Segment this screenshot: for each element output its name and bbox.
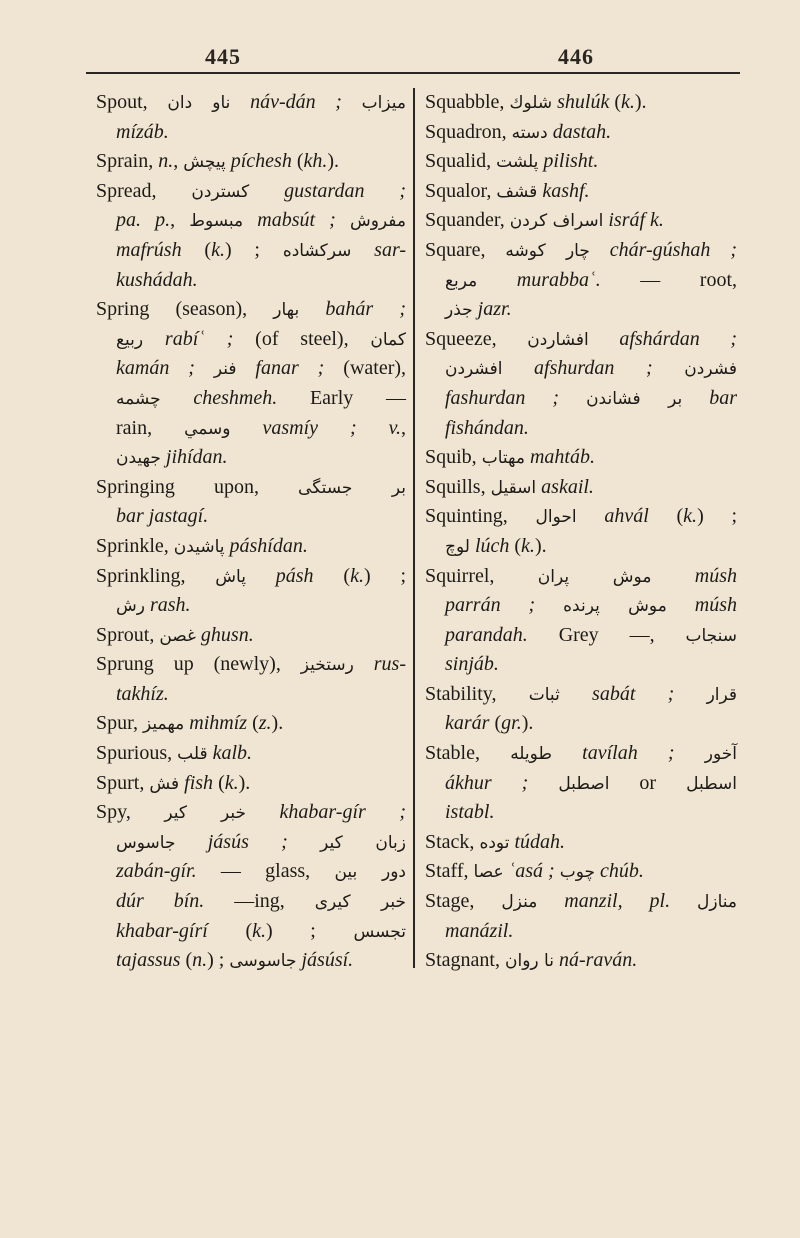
persian-text: طويله	[510, 744, 552, 765]
dictionary-entry	[96, 798, 406, 976]
persian-text: كمان	[370, 329, 406, 350]
dictionary-entry	[96, 650, 406, 709]
dictionary-entry	[425, 147, 737, 177]
dictionary-entry	[96, 621, 406, 651]
transliteration-text: náv-dán ;	[230, 91, 362, 113]
english-text: ).	[634, 91, 647, 113]
persian-text: جهيدن	[116, 448, 161, 469]
right-column	[425, 88, 737, 976]
entry-line	[425, 917, 737, 947]
persian-text: مبسوط	[189, 211, 244, 232]
transliteration-text: shulúk	[552, 91, 615, 113]
transliteration-text: kh.	[303, 150, 328, 173]
transliteration-text: pásh	[245, 564, 344, 587]
persian-text: رستخيز	[300, 655, 354, 676]
dictionary-entry	[425, 828, 737, 858]
english-text: Stage,	[425, 890, 502, 913]
persian-text: پاشيدن	[173, 536, 225, 557]
persian-text: كستردن	[191, 181, 250, 202]
dictionary-entry	[96, 562, 406, 621]
entry-line	[425, 680, 737, 710]
page-number-left: 445	[205, 44, 241, 69]
english-text: Squinting,	[425, 505, 536, 528]
persian-text: قشف	[496, 181, 538, 202]
persian-text: جذر	[445, 300, 473, 321]
entry-line	[96, 828, 406, 858]
entry-line	[425, 532, 737, 562]
dictionary-entry	[425, 562, 737, 680]
transliteration-text: ahvál	[576, 505, 677, 528]
entry-line	[96, 650, 406, 680]
persian-text: چار كوشه	[505, 240, 590, 261]
entry-line	[96, 591, 406, 621]
entry-line	[425, 414, 737, 444]
transliteration-text: ghusn.	[195, 623, 254, 646]
dictionary-entry	[425, 236, 737, 325]
english-text: (	[296, 150, 304, 173]
persian-text: قلب	[177, 744, 208, 765]
transliteration-text: kamán ;	[116, 357, 214, 380]
entry-line	[96, 295, 406, 325]
english-text: Sprout,	[96, 623, 160, 646]
entry-line	[425, 354, 737, 384]
entry-line	[96, 88, 406, 118]
persian-text: پلشت	[496, 152, 539, 173]
transliteration-text: ʿasá ;	[503, 860, 560, 883]
english-text: Stability,	[425, 682, 529, 705]
persian-text: فشردن	[684, 359, 737, 380]
entry-line	[425, 739, 737, 769]
dictionary-entry	[96, 709, 406, 739]
transliteration-text: gr.	[501, 712, 522, 735]
transliteration-text: khabar-gír ;	[245, 801, 407, 824]
transliteration-text: chúb.	[595, 860, 644, 883]
transliteration-text: tavílah ;	[551, 742, 705, 765]
entry-line	[425, 266, 737, 296]
transliteration-text: zabán-gír.	[116, 860, 221, 883]
entry-line	[96, 680, 406, 710]
persian-text: خبر كير	[164, 803, 246, 824]
entry-line	[425, 709, 737, 739]
transliteration-text: isráf k.	[603, 209, 664, 232]
entry-line	[96, 946, 406, 976]
entry-line	[96, 147, 406, 177]
entry-line	[96, 266, 406, 296]
transliteration-text: mahtáb.	[524, 446, 595, 469]
transliteration-text: jazr.	[472, 298, 512, 321]
english-text: Squib,	[425, 446, 482, 469]
english-text: Squabble,	[425, 91, 510, 113]
persian-text: اسراف كردن	[509, 211, 604, 232]
transliteration-text: afshárdan ;	[588, 327, 737, 350]
english-text: Squadron,	[425, 120, 512, 143]
transliteration-text: bar jastagí.	[116, 505, 209, 528]
entry-line	[96, 621, 406, 651]
transliteration-text: jásúsí.	[296, 949, 354, 972]
entry-line	[425, 621, 737, 651]
dictionary-entry	[96, 769, 406, 799]
persian-text: ناو دان	[167, 93, 231, 113]
transliteration-text: mihmíz	[184, 712, 253, 735]
persian-text: اسطبل	[686, 773, 737, 794]
english-text: — glass,	[220, 860, 335, 883]
entry-line	[96, 236, 406, 266]
english-text: Squalor,	[425, 179, 497, 202]
transliteration-text: k.	[211, 238, 225, 261]
english-text: (	[204, 238, 212, 261]
english-text: Grey —,	[558, 623, 686, 646]
english-text: Early —	[309, 386, 406, 409]
entry-line	[96, 177, 406, 207]
entry-line	[425, 443, 737, 473]
persian-text: ثبات	[528, 684, 560, 705]
transliteration-text: murabbaʿ.	[477, 268, 641, 291]
english-text: Staff,	[425, 860, 474, 883]
dictionary-entry	[96, 88, 406, 147]
english-text: Spurt,	[96, 771, 150, 794]
transliteration-text: sar-	[351, 238, 407, 261]
english-text: Sprung up (newly),	[96, 653, 301, 676]
dictionary-entry	[425, 325, 737, 443]
english-text: (	[494, 712, 502, 735]
dictionary-entry	[425, 680, 737, 739]
transliteration-text: bahár ;	[299, 298, 406, 321]
persian-text: موش پرنده	[563, 596, 667, 617]
transliteration-text: jásús ;	[175, 830, 321, 853]
entry-line	[425, 325, 737, 355]
entry-line	[425, 798, 737, 828]
entry-line	[425, 887, 737, 917]
persian-text: بر جستگی	[298, 477, 406, 498]
entry-line	[96, 887, 406, 917]
persian-text: منزل	[501, 892, 538, 913]
english-text: (of steel),	[255, 327, 371, 350]
entry-line	[96, 857, 406, 887]
transliteration-text: cheshmeh.	[160, 386, 310, 409]
persian-text: بهار	[273, 300, 300, 321]
dictionary-entry	[96, 532, 406, 562]
dictionary-entry	[96, 177, 406, 295]
english-text: Stagnant,	[425, 949, 505, 972]
persian-text: افشردن	[445, 359, 503, 380]
transliteration-text: vasmíy ; v.	[230, 416, 401, 439]
persian-text: عصا	[473, 862, 504, 883]
transliteration-text: rabíʿ ;	[143, 327, 256, 350]
entry-line	[96, 354, 406, 384]
transliteration-text: fanar ;	[236, 357, 344, 380]
english-text: Squirrel,	[425, 564, 538, 587]
entry-line	[96, 443, 406, 473]
english-text: (	[218, 771, 225, 794]
persian-text: لوچ	[445, 536, 470, 557]
english-text: — root,	[640, 268, 738, 291]
transliteration-text: fishándan.	[445, 416, 529, 439]
persian-text: چشمه	[116, 388, 161, 409]
english-text: Spy,	[96, 801, 165, 824]
entry-line	[96, 384, 406, 414]
persian-text: جاسوس	[116, 832, 176, 853]
persian-text: شلوك	[509, 93, 553, 113]
english-text: Square,	[425, 238, 506, 261]
dictionary-entry	[425, 206, 737, 236]
transliteration-text: k.	[621, 91, 635, 113]
english-text: Spurious,	[96, 742, 178, 765]
persian-text: فش	[149, 773, 180, 794]
transliteration-text: chár-gúshah ;	[589, 238, 737, 261]
persian-text: زبان كير	[320, 832, 406, 853]
english-text: ,	[401, 416, 406, 439]
transliteration-text: mízáb.	[116, 120, 169, 143]
transliteration-text: rash.	[144, 594, 191, 617]
entry-line	[425, 473, 737, 503]
dictionary-entry	[96, 473, 406, 532]
transliteration-text: pilisht.	[538, 150, 599, 173]
dictionary-entry	[96, 147, 406, 177]
persian-text: دسته	[511, 122, 548, 143]
transliteration-text: istabl.	[445, 801, 495, 824]
transliteration-text: bar	[682, 386, 737, 409]
entry-line	[425, 828, 737, 858]
transliteration-text: mafrúsh	[116, 238, 205, 261]
transliteration-text: dastah.	[547, 120, 612, 143]
persian-text: توده	[479, 832, 510, 853]
transliteration-text: pa. p.	[116, 209, 171, 232]
persian-text: مربع	[445, 270, 478, 291]
entry-line	[425, 857, 737, 887]
english-text: —ing,	[234, 890, 315, 913]
dictionary-entry	[425, 443, 737, 473]
entry-line	[96, 739, 406, 769]
english-text: (	[514, 534, 522, 557]
entry-line	[425, 147, 737, 177]
entry-line	[425, 118, 737, 148]
entry-line	[96, 562, 406, 592]
english-text: (water),	[343, 357, 407, 380]
english-text: rain,	[116, 416, 185, 439]
entry-line	[96, 325, 406, 355]
persian-text: تجسس	[353, 921, 406, 942]
persian-text: سركشاده	[282, 240, 352, 261]
transliteration-text: jihídan.	[160, 446, 228, 469]
persian-text: فنر	[213, 359, 237, 380]
entry-line	[425, 384, 737, 414]
entry-line	[96, 798, 406, 828]
transliteration-text: z.	[258, 712, 272, 735]
persian-text: منازل	[697, 892, 737, 913]
entry-line	[96, 709, 406, 739]
transliteration-text: takhíz.	[116, 682, 169, 705]
english-text: ) ;	[363, 564, 406, 587]
entry-line	[96, 414, 406, 444]
dictionary-entry	[425, 887, 737, 946]
persian-text: مفروش	[349, 211, 407, 232]
persian-text: سنجاب	[685, 625, 737, 646]
transliteration-text: lúch	[469, 534, 515, 557]
dictionary-entry	[425, 88, 737, 118]
transliteration-text: k.	[252, 919, 266, 942]
persian-text: دور بين	[334, 862, 406, 883]
dictionary-entry	[425, 177, 737, 207]
persian-text: ميزاب	[361, 93, 406, 113]
transliteration-text: tajassus	[116, 949, 186, 972]
english-text: (	[245, 919, 253, 942]
page-number-right: 446	[558, 44, 594, 69]
persian-text: جاسوسى	[229, 951, 297, 972]
persian-text: مهتاب	[481, 448, 525, 469]
persian-text: وسمي	[184, 418, 231, 439]
transliteration-text: dúr bín.	[116, 890, 235, 913]
transliteration-text: túdah.	[509, 830, 565, 853]
transliteration-text: k.	[521, 534, 535, 557]
english-text: Squalid,	[425, 150, 497, 173]
transliteration-text: karár	[445, 712, 495, 735]
persian-text: ربيع	[116, 329, 144, 350]
entry-line	[96, 502, 406, 532]
english-text: Spout,	[96, 91, 168, 113]
transliteration-text: afshurdan ;	[502, 357, 685, 380]
english-text: Squander,	[425, 209, 510, 232]
header-rule	[86, 72, 740, 74]
dictionary-entry	[425, 502, 737, 561]
transliteration-text: píchesh	[225, 150, 297, 173]
persian-text: رش	[116, 596, 145, 617]
english-text: ).	[534, 534, 547, 557]
dictionary-entry	[425, 473, 737, 503]
transliteration-text: k.	[683, 505, 698, 528]
dictionary-entry	[425, 739, 737, 828]
english-text: Springing upon,	[96, 475, 299, 498]
transliteration-text: kushádah.	[116, 268, 198, 291]
transliteration-text: mabsút ;	[243, 209, 350, 232]
entry-line	[96, 532, 406, 562]
entry-line	[96, 769, 406, 799]
transliteration-text: k.	[350, 564, 364, 587]
english-text: (	[252, 712, 259, 735]
transliteration-text: páshídan.	[224, 534, 308, 557]
entry-line	[425, 502, 737, 532]
transliteration-text: rus-	[353, 653, 406, 676]
column-divider	[413, 88, 415, 968]
english-text: (	[343, 564, 351, 587]
persian-text: آخور	[704, 744, 737, 765]
transliteration-text: parrán ;	[445, 594, 564, 617]
english-text: ) ;	[266, 919, 354, 942]
transliteration-text: manázil.	[445, 919, 514, 942]
persian-text: نا روان	[505, 951, 554, 972]
english-text: ).	[327, 150, 340, 173]
english-text: ).	[271, 712, 284, 735]
persian-text: پاش	[215, 566, 246, 587]
english-text: ) ;	[224, 238, 283, 261]
english-text: Squeeze,	[425, 327, 528, 350]
transliteration-text: ákhur ;	[445, 771, 559, 794]
transliteration-text: músh	[666, 594, 737, 617]
english-text: ).	[521, 712, 534, 735]
persian-text: موش پران	[537, 566, 652, 587]
transliteration-text: parandah.	[445, 623, 559, 646]
english-text: Sprain,	[96, 150, 159, 173]
dictionary-entry	[425, 857, 737, 887]
transliteration-text: sabát ;	[559, 682, 707, 705]
persian-text: غصن	[159, 625, 196, 646]
english-text: ) ;	[207, 949, 230, 972]
entry-line	[425, 769, 737, 799]
transliteration-text: k.	[224, 771, 239, 794]
entry-line	[425, 650, 737, 680]
english-text: ,	[173, 150, 184, 173]
persian-text: افشاردن	[527, 329, 589, 350]
entry-line	[425, 946, 737, 976]
entry-line	[96, 118, 406, 148]
persian-text: پيچش	[183, 152, 226, 173]
english-text: Spread,	[96, 179, 192, 202]
transliteration-text: fish	[179, 771, 219, 794]
persian-text: خبر كيرى	[314, 892, 406, 913]
transliteration-text: manzil, pl.	[537, 890, 698, 913]
transliteration-text: askail.	[536, 475, 594, 498]
entry-line	[96, 206, 406, 236]
english-text: (	[614, 91, 621, 113]
transliteration-text: músh	[651, 564, 737, 587]
english-text: Stable,	[425, 742, 511, 765]
english-text: Sprinkling,	[96, 564, 216, 587]
english-text: Sprinkle,	[96, 534, 174, 557]
english-text: (	[185, 949, 193, 972]
transliteration-text: khabar-gírí	[116, 919, 246, 942]
persian-text: مهميز	[142, 714, 185, 735]
english-text: ).	[238, 771, 251, 794]
dictionary-entry	[96, 295, 406, 473]
english-text: ) ;	[697, 505, 738, 528]
entry-line	[425, 88, 737, 118]
english-text: Spur,	[96, 712, 143, 735]
dictionary-entry	[96, 739, 406, 769]
transliteration-text: ná-raván.	[553, 949, 638, 972]
transliteration-text: kalb.	[207, 742, 253, 765]
english-text: (	[676, 505, 684, 528]
entry-line	[425, 206, 737, 236]
persian-text: قرار	[706, 684, 738, 705]
english-text: ,	[170, 209, 190, 232]
entry-line	[96, 917, 406, 947]
dictionary-entry	[425, 946, 737, 976]
left-column	[96, 88, 406, 976]
transliteration-text: n.	[192, 949, 208, 972]
persian-text: اصطبل	[558, 773, 610, 794]
english-text: Squills,	[425, 475, 491, 498]
entry-line	[425, 177, 737, 207]
persian-text: اسقيل	[490, 477, 537, 498]
dictionary-entry	[425, 118, 737, 148]
entry-line	[425, 562, 737, 592]
persian-text: چوب	[559, 862, 595, 883]
entry-line	[425, 591, 737, 621]
persian-text: بر فشاندن	[586, 388, 683, 409]
english-text: Stack,	[425, 830, 480, 853]
transliteration-text: gustardan ;	[249, 179, 406, 202]
english-text: Spring (season),	[96, 298, 274, 321]
transliteration-text: n.	[158, 150, 174, 173]
entry-line	[425, 236, 737, 266]
english-text: or	[609, 771, 687, 794]
persian-text: احوال	[535, 507, 577, 528]
transliteration-text: sinjáb.	[445, 653, 499, 676]
entry-line	[425, 295, 737, 325]
entry-line	[96, 473, 406, 503]
transliteration-text: fashurdan ;	[445, 386, 587, 409]
transliteration-text: kashf.	[537, 179, 590, 202]
